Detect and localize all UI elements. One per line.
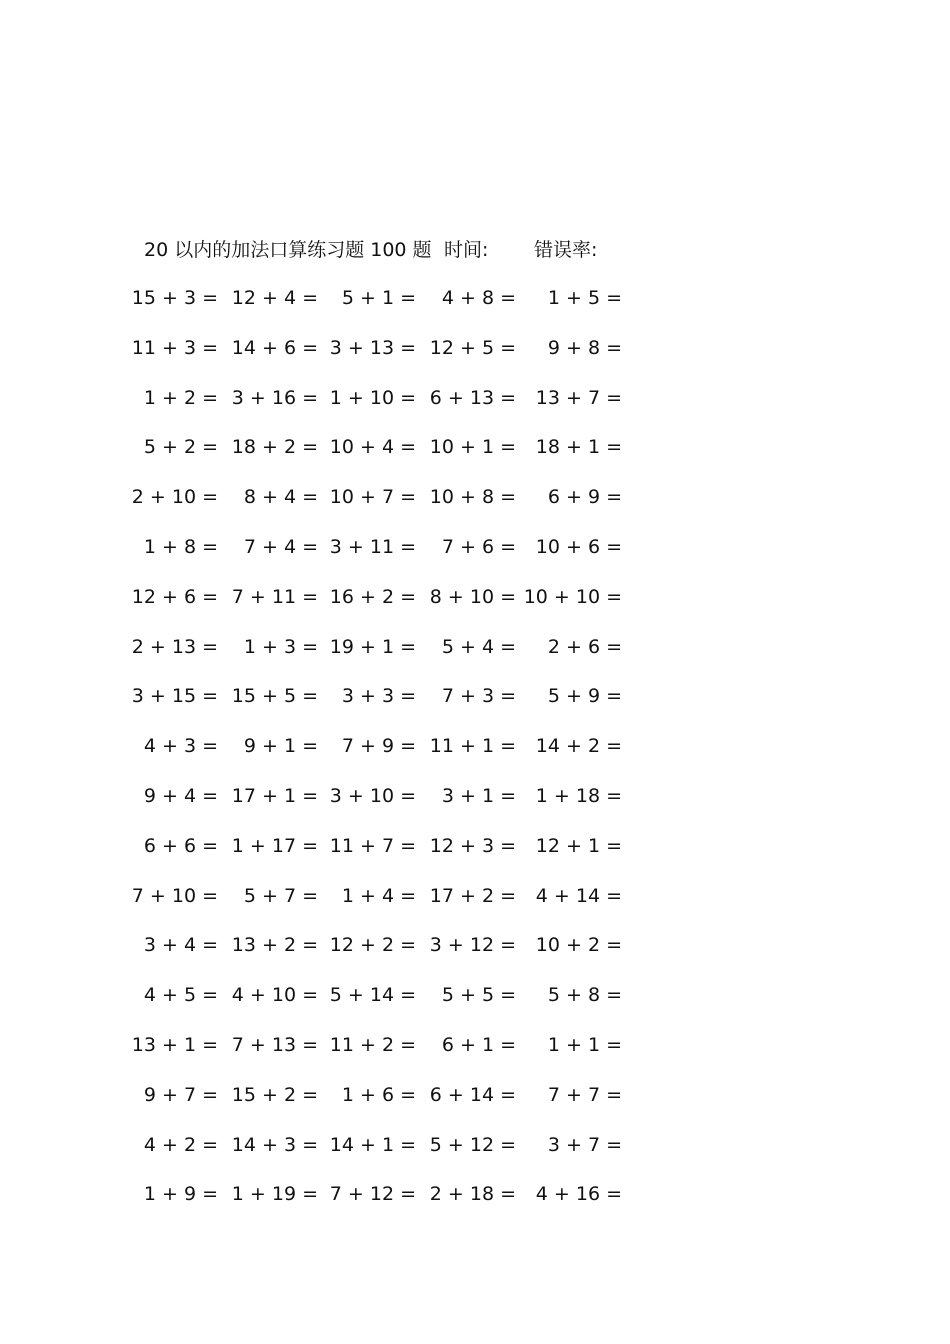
problem-cell: 1 + 3 = [243,635,318,658]
problem-cell: 10 + 4 = [329,436,416,459]
problem-cell: 4 + 5 = [143,984,218,1007]
problem-cell: 12 + 2 = [329,934,416,957]
problem-cell: 2 + 10 = [131,486,218,509]
problem-cell: 7 + 6 = [441,536,516,558]
problem-row [0,781,950,811]
problem-cell: 14 + 6 = [231,336,318,359]
problem-cell: 16 + 2 = [329,585,416,608]
problem-cell: 11 + 2 = [329,1034,416,1056]
problem-cell: 13 + 7 = [535,386,622,409]
problem-cell: 7 + 12 = [329,1183,416,1206]
problem-cell: 3 + 12 = [429,934,516,957]
problem-row [0,383,950,413]
problem-row [0,532,950,562]
problem-row [0,632,950,662]
problem-cell: 3 + 16 = [231,386,318,409]
problem-cell: 10 + 8 = [429,486,516,509]
problem-cell: 15 + 5 = [231,685,318,708]
problem-row [0,681,950,711]
problem-cell: 5 + 1 = [341,287,416,309]
problem-cell: 1 + 6 = [341,1083,416,1106]
problem-cell: 9 + 8 = [547,336,622,359]
problem-cell: 6 + 9 = [547,486,622,509]
problem-cell: 12 + 5 = [429,336,516,359]
time-label: 时间: [444,239,489,261]
problem-cell: 7 + 9 = [341,735,416,758]
problem-cell: 12 + 4 = [231,287,318,309]
problem-cell: 9 + 7 = [143,1083,218,1106]
problem-cell: 4 + 3 = [143,735,218,758]
problem-cell: 6 + 6 = [143,834,218,857]
problem-cell: 4 + 10 = [231,984,318,1007]
problem-cell: 12 + 6 = [131,585,218,608]
problem-cell: 5 + 5 = [441,984,516,1007]
problem-cell: 1 + 10 = [329,386,416,409]
problem-cell: 14 + 1 = [329,1133,416,1156]
problem-cell: 3 + 1 = [441,785,516,807]
problem-cell: 4 + 2 = [143,1133,218,1156]
problem-cell: 11 + 7 = [329,834,416,857]
problem-cell: 3 + 13 = [329,336,416,359]
problem-cell: 7 + 7 = [547,1083,622,1106]
problem-cell: 18 + 2 = [231,436,318,459]
problem-row [0,582,950,612]
problem-cell: 7 + 3 = [441,685,516,708]
problem-cell: 5 + 2 = [143,436,218,459]
problem-cell: 6 + 13 = [429,386,516,409]
problem-cell: 11 + 3 = [131,336,218,359]
problem-cell: 9 + 1 = [243,735,318,758]
problem-cell: 1 + 9 = [143,1183,218,1206]
problem-row [0,831,950,861]
problem-cell: 10 + 7 = [329,486,416,509]
problem-cell: 5 + 7 = [243,884,318,907]
problem-cell: 7 + 11 = [231,585,318,608]
problem-cell: 2 + 6 = [547,635,622,658]
problem-cell: 7 + 10 = [131,884,218,907]
problem-row [0,1179,950,1209]
problem-cell: 19 + 1 = [329,635,416,658]
problem-cell: 5 + 4 = [441,635,516,658]
problem-cell: 4 + 16 = [535,1183,622,1206]
problem-cell: 3 + 3 = [341,685,416,708]
problem-cell: 10 + 6 = [535,536,622,558]
problem-cell: 1 + 18 = [535,785,622,807]
problem-cell: 13 + 2 = [231,934,318,957]
error-rate-label: 错误率: [534,239,598,261]
problem-row [0,283,950,313]
problem-cell: 1 + 17 = [231,834,318,857]
problem-cell: 10 + 1 = [429,436,516,459]
problem-cell: 17 + 1 = [231,785,318,807]
problem-cell: 5 + 8 = [547,984,622,1007]
problem-cell: 5 + 14 = [329,984,416,1007]
problem-row [0,980,950,1010]
problem-cell: 3 + 7 = [547,1133,622,1156]
problem-cell: 7 + 13 = [231,1034,318,1056]
problem-cell: 13 + 1 = [131,1034,218,1056]
problem-row [0,432,950,462]
problem-cell: 2 + 13 = [131,635,218,658]
problem-cell: 12 + 3 = [429,834,516,857]
problem-cell: 1 + 5 = [547,287,622,309]
problem-cell: 6 + 1 = [441,1034,516,1056]
problem-cell: 8 + 10 = [429,585,516,608]
problem-cell: 14 + 3 = [231,1133,318,1156]
problem-cell: 3 + 11 = [329,536,416,558]
problem-cell: 1 + 4 = [341,884,416,907]
problem-cell: 1 + 19 = [231,1183,318,1206]
problem-cell: 17 + 2 = [429,884,516,907]
problem-cell: 10 + 10 = [523,585,622,608]
problem-cell: 14 + 2 = [535,735,622,758]
problem-row [0,1080,950,1110]
problem-cell: 4 + 14 = [535,884,622,907]
problem-row [0,881,950,911]
problem-row [0,731,950,761]
problem-cell: 11 + 1 = [429,735,516,758]
problem-cell: 3 + 15 = [131,685,218,708]
problem-row [0,1030,950,1060]
problem-cell: 9 + 4 = [143,785,218,807]
problem-cell: 18 + 1 = [535,436,622,459]
problem-cell: 1 + 8 = [143,536,218,558]
problem-cell: 2 + 18 = [429,1183,516,1206]
problem-cell: 3 + 10 = [329,785,416,807]
problem-cell: 1 + 2 = [143,386,218,409]
problem-cell: 12 + 1 = [535,834,622,857]
problem-row [0,482,950,512]
problem-row [0,333,950,363]
problem-cell: 1 + 1 = [547,1034,622,1056]
problem-cell: 15 + 2 = [231,1083,318,1106]
problem-row [0,930,950,960]
problem-cell: 8 + 4 = [243,486,318,509]
worksheet-title: 20 以内的加法口算练习题 100 题 [144,239,432,261]
problem-cell: 7 + 4 = [243,536,318,558]
problem-row [0,1130,950,1160]
problem-cell: 4 + 8 = [441,287,516,309]
problem-cell: 10 + 2 = [535,934,622,957]
problem-cell: 15 + 3 = [131,287,218,309]
problem-cell: 5 + 9 = [547,685,622,708]
problem-cell: 3 + 4 = [143,934,218,957]
problem-cell: 6 + 14 = [429,1083,516,1106]
problem-cell: 5 + 12 = [429,1133,516,1156]
